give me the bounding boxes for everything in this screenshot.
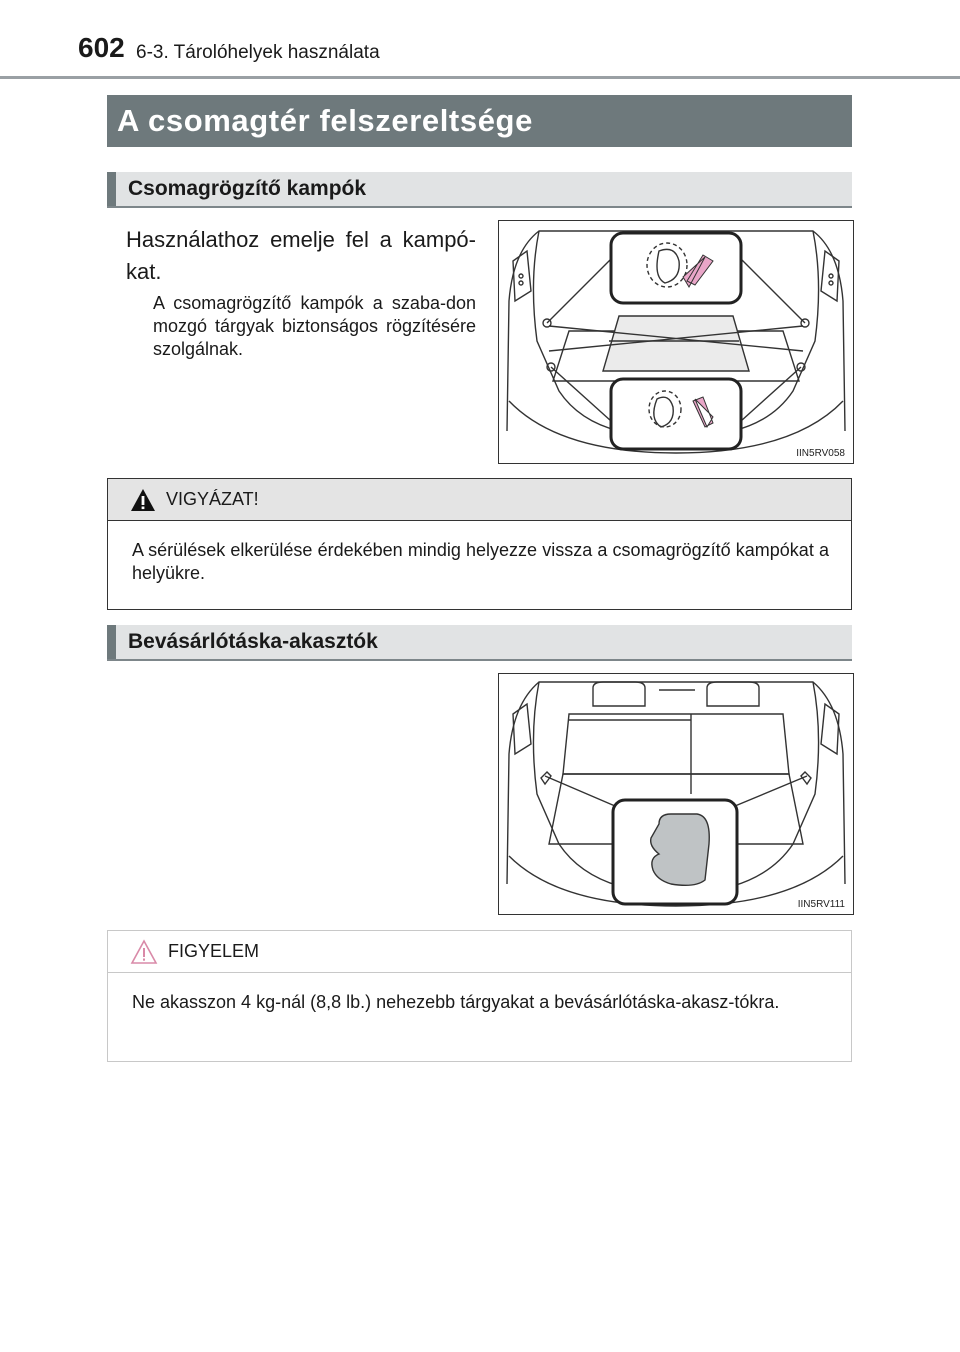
caution-header (108, 931, 851, 973)
caution-triangle-icon (130, 939, 158, 965)
chapter-header: 6-3. Tárolóhelyek használata (136, 42, 380, 63)
section-heading-luggage-hooks (107, 172, 852, 208)
warning-text: A sérülések elkerülése érdekében mindig helyezze vissza a csomagrögzítő kampókat a helyükre. (132, 540, 829, 583)
warning-triangle-icon (130, 488, 156, 512)
warning-header (108, 479, 851, 521)
bag-hooks-illustration (499, 674, 853, 914)
warning-title: VIGYÁZAT! (166, 489, 259, 509)
section-marker (107, 625, 116, 659)
caution-box (107, 930, 852, 1062)
instruction-text: Használathoz emelje fel a kampó-kat. (126, 227, 476, 284)
figure-code: IIN5RV111 (797, 899, 845, 910)
cargo-hooks-illustration (499, 221, 853, 463)
section-heading-bag-hooks (107, 625, 852, 661)
main-title-bar (107, 95, 852, 147)
main-title: A csomagtér felszereltsége (117, 103, 533, 138)
figure-bag-hooks (498, 673, 854, 915)
caution-title: FIGYELEM (168, 941, 260, 961)
section-marker (107, 172, 116, 206)
header-rule (0, 76, 960, 79)
page-number: 602 (78, 32, 125, 63)
section-heading-label: Bevásárlótáska-akasztók (128, 630, 378, 653)
section-heading-label: Csomagrögzítő kampók (128, 177, 367, 200)
caution-text: Ne akasszon 4 kg-nál (8,8 lb.) nehezebb tárgyakat a bevásárlótáska-akasz-tókra. (132, 992, 780, 1012)
figure-luggage-hooks (498, 220, 854, 464)
description-text: A csomagrögzítő kampók a szaba-don mozgó tárgyak biztonságos rögzítésére szolgálnak. (153, 293, 476, 359)
warning-box (107, 478, 852, 610)
figure-code: IIN5RV058 (796, 448, 845, 459)
